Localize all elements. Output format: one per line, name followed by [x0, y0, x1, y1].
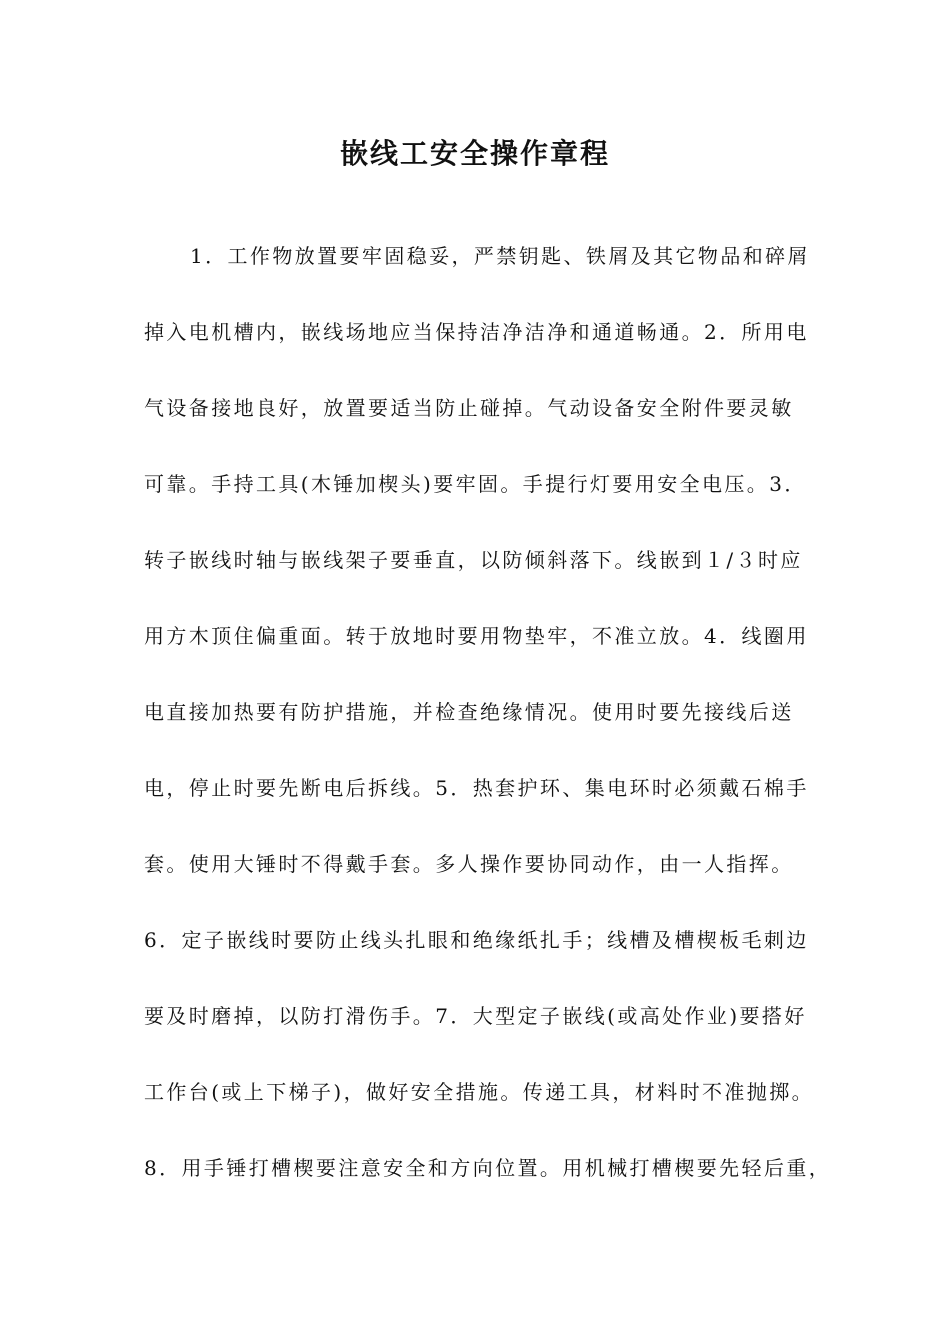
body-line: 用方木顶住偏重面。转于放地时要用物垫牢，不准立放。4．线圈用	[144, 624, 809, 648]
body-line: 套。使用大锤时不得戴手套。多人操作要协同动作，由一人指挥。	[144, 852, 794, 876]
body-line: 1．工作物放置要牢固稳妥，严禁钥匙、铁屑及其它物品和碎屑	[190, 244, 810, 268]
body-line: 掉入电机槽内，嵌线场地应当保持洁净洁净和通道畅通。2．所用电	[144, 320, 809, 344]
body-line: 转子嵌线时轴与嵌线架子要垂直，以防倾斜落下。线嵌到１/３时应	[144, 548, 803, 572]
body-line: 气设备接地良好，放置要适当防止碰掉。气动设备安全附件要灵敏	[144, 396, 794, 420]
body-line: 工作台(或上下梯子)，做好安全措施。传递工具，材料时不准抛掷。	[144, 1080, 815, 1104]
body-line: 8．用手锤打槽楔要注意安全和方向位置。用机械打槽楔要先轻后重，	[144, 1156, 832, 1180]
document-body	[144, 236, 844, 1224]
body-line: 可靠。手持工具(木锤加楔头)要牢固。手提行灯要用安全电压。3．	[144, 472, 807, 496]
body-line: 电，停止时要先断电后拆线。5．热套护环、集电环时必须戴石棉手	[144, 776, 809, 800]
body-line: 电直接加热要有防护措施，并检查绝缘情况。使用时要先接线后送	[144, 700, 794, 724]
document-title: 嵌线工安全操作章程	[339, 137, 610, 170]
body-line: 要及时磨掉，以防打滑伤手。7．大型定子嵌线(或高处作业)要搭好	[144, 1004, 807, 1028]
body-line: 6．定子嵌线时要防止线头扎眼和绝缘纸扎手；线槽及槽楔板毛刺边	[144, 928, 809, 952]
